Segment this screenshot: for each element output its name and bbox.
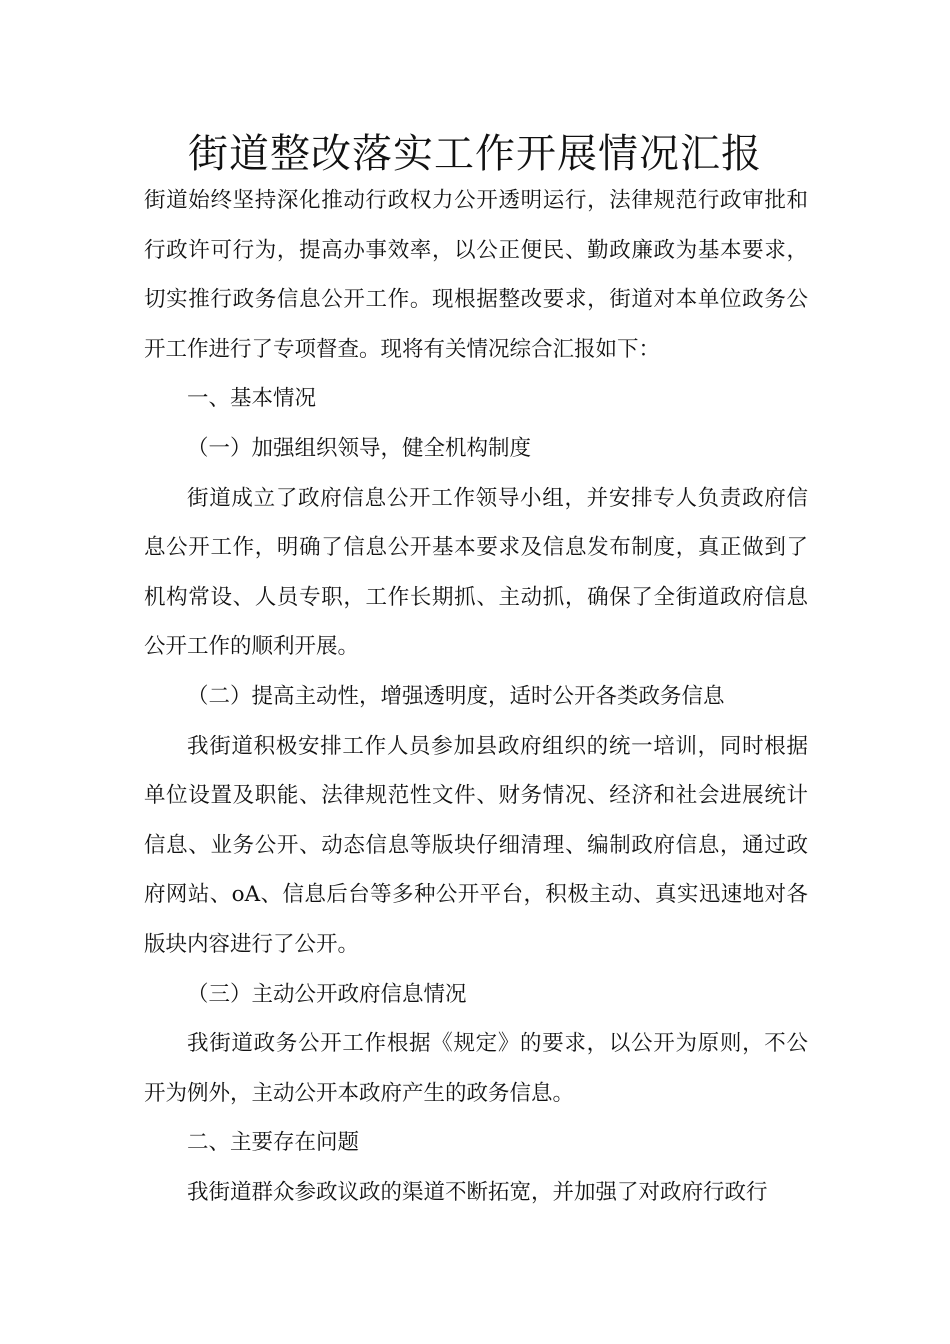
section-heading-problems: 二、主要存在问题 [187,1130,360,1156]
paragraph-disclosure: 我街道政务公开工作根据《规定》的要求，以公开为原则，不公开为例外，主动公开本政府产生的政务信息。 [144,1031,808,1106]
paragraph-organization: 街道成立了政府信息公开工作领导小组，并安排专人负责政府信息公开工作，明确了信息公开基本要求及信息发布制度，真正做到了机构常设、人员专职，工作长期抓、主动抓，确保了全街道政府信息公开工作的顺利开展。 [144,485,808,660]
subsection-heading-disclosure: （三）主动公开政府信息情况 [187,981,467,1007]
section-heading-basic-situation: 一、基本情况 [187,386,317,412]
paragraph-intro: 街道始终坚持深化推动行政权力公开透明运行，法律规范行政审批和行政许可行为，提高办事效率，以公正便民、勤政廉政为基本要求，切实推行政务信息公开工作。现根据整改要求，街道对本单位政务公开工作进行了专项督查。现将有关情况综合汇报如下： [144,188,808,362]
document-title: 街道整改落实工作开展情况汇报 [188,131,762,177]
subsection-heading-organization: （一）加强组织领导，健全机构制度 [187,435,532,461]
subsection-heading-transparency: （二）提高主动性，增强透明度，适时公开各类政务信息 [187,683,725,709]
paragraph-transparency: 我街道积极安排工作人员参加县政府组织的统一培训，同时根据单位设置及职能、法律规范性文件、财务情况、经济和社会进展统计信息、业务公开、动态信息等版块仔细清理、编制政府信息，通过政府网站、oA、信息后台等多种公开平台，积极主动、真实迅速地对各版块内容进行了公开。 [144,733,808,957]
document-body [144,176,808,1217]
paragraph-problems: 我街道群众参政议政的渠道不断拓宽，并加强了对政府行政行 [187,1179,768,1205]
